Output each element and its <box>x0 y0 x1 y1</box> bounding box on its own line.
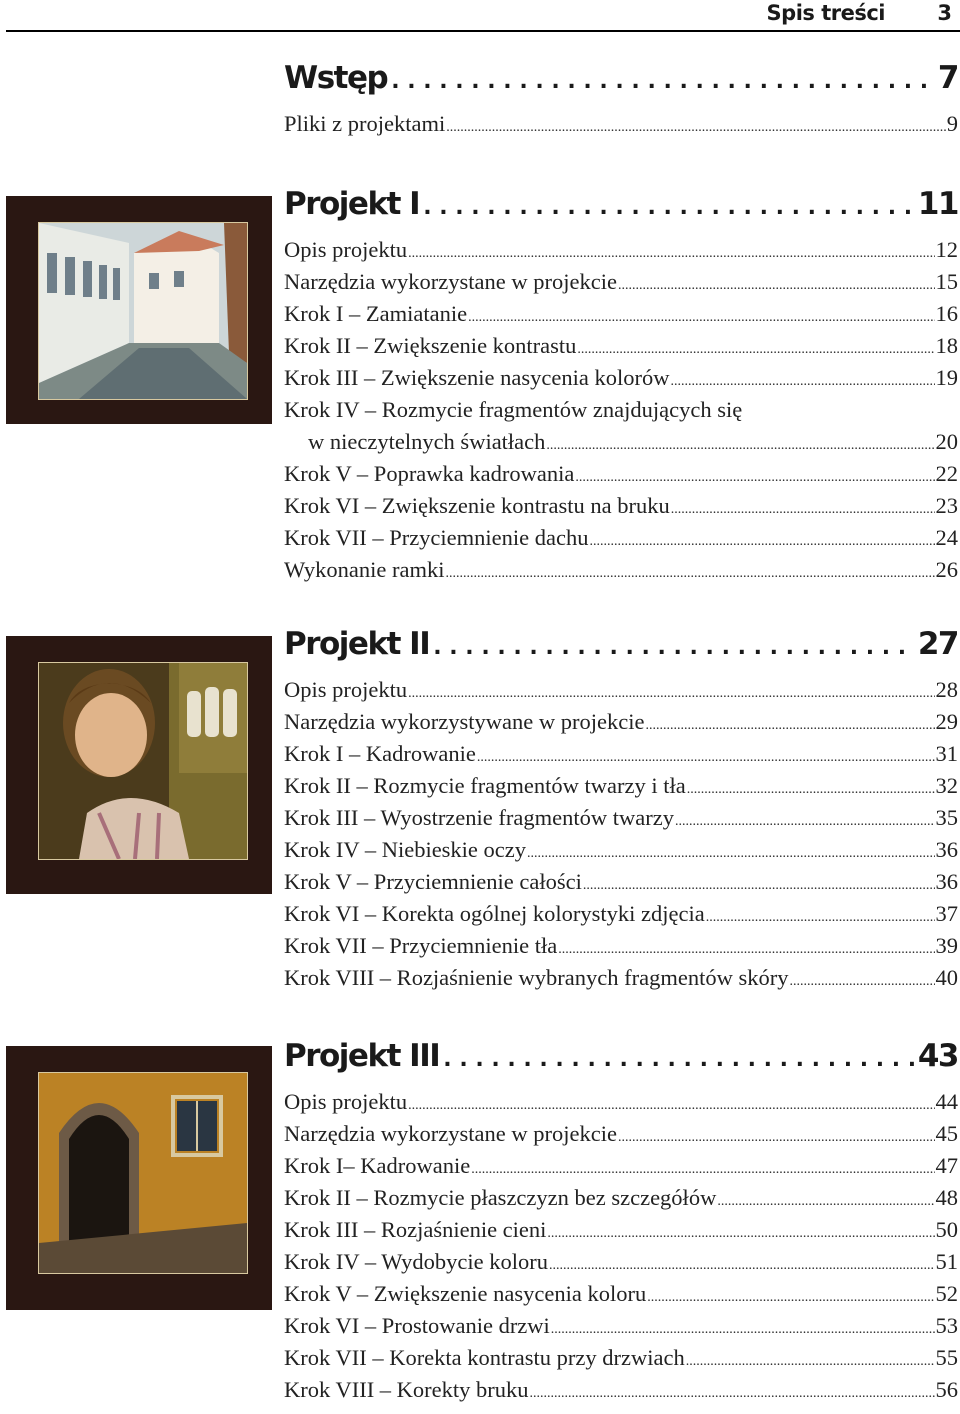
doorway-photo <box>38 1072 248 1274</box>
leader-dots <box>618 1122 935 1154</box>
leader-dots <box>546 430 934 462</box>
toc-entry[interactable] <box>284 490 958 522</box>
toc-entry[interactable] <box>284 1278 958 1310</box>
toc-entry[interactable] <box>284 834 958 866</box>
toc-entry[interactable] <box>284 674 958 706</box>
section-heading <box>284 186 958 230</box>
entry-title: Krok III – Wyostrzenie fragmentów twarzy <box>284 805 674 830</box>
entry-title: Krok VI – Zwiększenie kontrastu na bruku <box>284 493 670 518</box>
leader-dots <box>527 838 934 870</box>
entry-page-number: 37 <box>935 901 958 926</box>
entry-title: Narzędzia wykorzystywane w projekcie <box>284 709 645 734</box>
entry-page-number: 26 <box>935 557 958 582</box>
entry-page-number: 40 <box>935 965 958 990</box>
leader-dots <box>789 966 934 998</box>
leader-dots <box>391 69 934 94</box>
leader-dots <box>671 494 935 526</box>
entry-title: Krok VIII – Rozjaśnienie wybranych fragmentów skóry <box>284 965 789 990</box>
toc-entry[interactable] <box>284 1182 958 1214</box>
entry-title: Opis projektu <box>284 677 408 702</box>
entry-title: Krok VII – Przyciemnienie tła <box>284 933 558 958</box>
entry-page-number: 18 <box>935 333 958 358</box>
entry-title: Narzędzia wykorzystane w projekcie <box>284 1121 617 1146</box>
section-title: Projekt I <box>284 186 420 222</box>
entry-page-number: 16 <box>935 301 958 326</box>
section-title: Wstęp <box>284 60 388 96</box>
project-3-photo-frame <box>6 1046 272 1310</box>
running-head-page-number: 3 <box>937 1 952 25</box>
running-head-title: Spis treści <box>766 1 885 25</box>
entry-title: Krok II – Zwiększenie kontrastu <box>284 333 577 358</box>
leader-dots <box>445 558 934 590</box>
entry-title: Krok VII – Korekta kontrastu przy drzwiach <box>284 1345 685 1370</box>
entry-title: Krok I – Zamiatanie <box>284 301 468 326</box>
entry-title: Krok II – Rozmycie fragmentów twarzy i tła <box>284 773 686 798</box>
leader-dots <box>647 1282 934 1314</box>
entry-page-number: 47 <box>935 1153 958 1178</box>
leader-dots <box>645 710 934 742</box>
toc-entry-title-line[interactable]: Krok IV – Rozmycie fragmentów znajdujących się <box>284 397 743 422</box>
leader-dots <box>717 1186 934 1218</box>
toc-entry[interactable] <box>284 930 958 962</box>
entry-title: Opis projektu <box>284 1089 408 1114</box>
project-2-photo-frame <box>6 636 272 894</box>
toc-entry[interactable] <box>284 362 958 394</box>
entry-title: Narzędzia wykorzystane w projekcie <box>284 269 617 294</box>
leader-dots <box>706 902 935 934</box>
entry-page-number: 50 <box>935 1217 958 1242</box>
leader-dots <box>530 1378 935 1410</box>
entry-page-number: 55 <box>935 1345 958 1370</box>
entry-page-number: 9 <box>946 111 958 136</box>
entry-page-number: 28 <box>935 677 958 702</box>
entry-page-number: 15 <box>935 269 958 294</box>
leader-dots <box>618 270 935 302</box>
entry-page-number: 36 <box>935 837 958 862</box>
section-page-number: 27 <box>917 626 958 662</box>
entry-page-number: 32 <box>935 773 958 798</box>
leader-dots <box>443 1047 914 1072</box>
entry-title: Wykonanie ramki <box>284 557 445 582</box>
leader-dots <box>423 195 914 220</box>
project-1-photo-frame <box>6 196 272 424</box>
section-title: Projekt III <box>284 1038 440 1074</box>
entry-title: Krok IV – Wydobycie koloru <box>284 1249 549 1274</box>
entry-page-number: 12 <box>935 237 958 262</box>
toc-section-wstep <box>284 60 958 140</box>
entry-title: Krok V – Przyciemnienie całości <box>284 869 582 894</box>
section-page-number: 43 <box>917 1038 958 1074</box>
entry-page-number: 48 <box>935 1185 958 1210</box>
section-heading <box>284 60 958 104</box>
header-rule <box>6 30 960 32</box>
entry-title: Krok VI – Prostowanie drzwi <box>284 1313 550 1338</box>
section-page-number: 7 <box>937 60 958 96</box>
leader-dots <box>686 1346 935 1378</box>
entry-title: Krok II – Rozmycie płaszczyzn bez szczegółów <box>284 1185 717 1210</box>
toc-entry[interactable] <box>284 770 958 802</box>
toc-entry[interactable] <box>284 738 958 770</box>
toc-entry[interactable] <box>284 108 958 140</box>
entry-page-number: 35 <box>935 805 958 830</box>
toc-entry[interactable] <box>284 1374 958 1406</box>
toc-entry[interactable] <box>284 234 958 266</box>
toc-entry[interactable] <box>284 458 958 490</box>
entry-title: Krok VII – Przyciemnienie dachu <box>284 525 589 550</box>
entry-page-number: 24 <box>935 525 958 550</box>
entry-title-continuation: w nieczytelnych światłach <box>308 429 546 454</box>
entry-title: Krok III – Rozjaśnienie cieni <box>284 1217 547 1242</box>
leader-dots <box>675 806 935 838</box>
toc-entry[interactable] <box>284 962 958 994</box>
section-title: Projekt II <box>284 626 430 662</box>
section-heading <box>284 1038 958 1082</box>
toc-section-projekt-1 <box>284 186 958 586</box>
toc-entry[interactable] <box>284 898 958 930</box>
girl-photo <box>38 662 248 860</box>
entry-title: Krok V – Poprawka kadrowania <box>284 461 575 486</box>
entry-page-number: 39 <box>935 933 958 958</box>
entry-page-number: 36 <box>935 869 958 894</box>
entry-title: Krok I – Kadrowanie <box>284 741 476 766</box>
entry-title: Krok VIII – Korekty bruku <box>284 1377 529 1402</box>
leader-dots <box>547 1218 934 1250</box>
leader-dots <box>433 635 914 660</box>
entry-page-number: 22 <box>935 461 958 486</box>
toc-entry[interactable] <box>284 1342 958 1374</box>
entry-title: Pliki z projektami <box>284 111 446 136</box>
toc-entry[interactable] <box>284 1214 958 1246</box>
section-page-number: 11 <box>917 186 958 222</box>
toc-section-projekt-3 <box>284 1038 958 1406</box>
toc-entry[interactable] <box>284 1086 958 1118</box>
entry-page-number: 20 <box>935 429 958 454</box>
entry-title: Krok IV – Niebieskie oczy <box>284 837 527 862</box>
entry-title: Krok VI – Korekta ogólnej kolorystyki zdjęcia <box>284 901 705 926</box>
entry-title: Opis projektu <box>284 237 408 262</box>
toc-entry[interactable] <box>284 866 958 898</box>
entry-page-number: 52 <box>935 1281 958 1306</box>
toc-entry[interactable] <box>284 554 958 586</box>
toc-entry[interactable] <box>284 426 958 458</box>
entry-page-number: 53 <box>935 1313 958 1338</box>
toc-entry[interactable] <box>284 1118 958 1150</box>
toc-entry[interactable] <box>284 1246 958 1278</box>
leader-dots <box>687 774 935 806</box>
entry-page-number: 31 <box>935 741 958 766</box>
entry-page-number: 51 <box>935 1249 958 1274</box>
entry-title: Krok III – Zwiększenie nasycenia kolorów <box>284 365 670 390</box>
toc-entry[interactable] <box>284 330 958 362</box>
toc-section-projekt-2 <box>284 626 958 994</box>
street-photo <box>38 222 248 400</box>
toc-entry[interactable] <box>284 1150 958 1182</box>
entry-page-number: 44 <box>935 1089 958 1114</box>
toc-entry[interactable] <box>284 522 958 554</box>
leader-dots <box>446 112 946 144</box>
toc-entry[interactable] <box>284 266 958 298</box>
section-heading <box>284 626 958 670</box>
entry-page-number: 56 <box>935 1377 958 1402</box>
toc-entry[interactable] <box>284 802 958 834</box>
running-head <box>0 0 960 30</box>
toc-entry[interactable] <box>284 298 958 330</box>
entry-page-number: 23 <box>935 493 958 518</box>
entry-title: Krok V – Zwiększenie nasycenia koloru <box>284 1281 647 1306</box>
toc-entry[interactable] <box>284 706 958 738</box>
entry-title: Krok I– Kadrowanie <box>284 1153 471 1178</box>
leader-dots <box>590 526 935 558</box>
entry-page-number: 29 <box>935 709 958 734</box>
entry-page-number: 19 <box>935 365 958 390</box>
toc-entry[interactable] <box>284 1310 958 1342</box>
entry-page-number: 45 <box>935 1121 958 1146</box>
